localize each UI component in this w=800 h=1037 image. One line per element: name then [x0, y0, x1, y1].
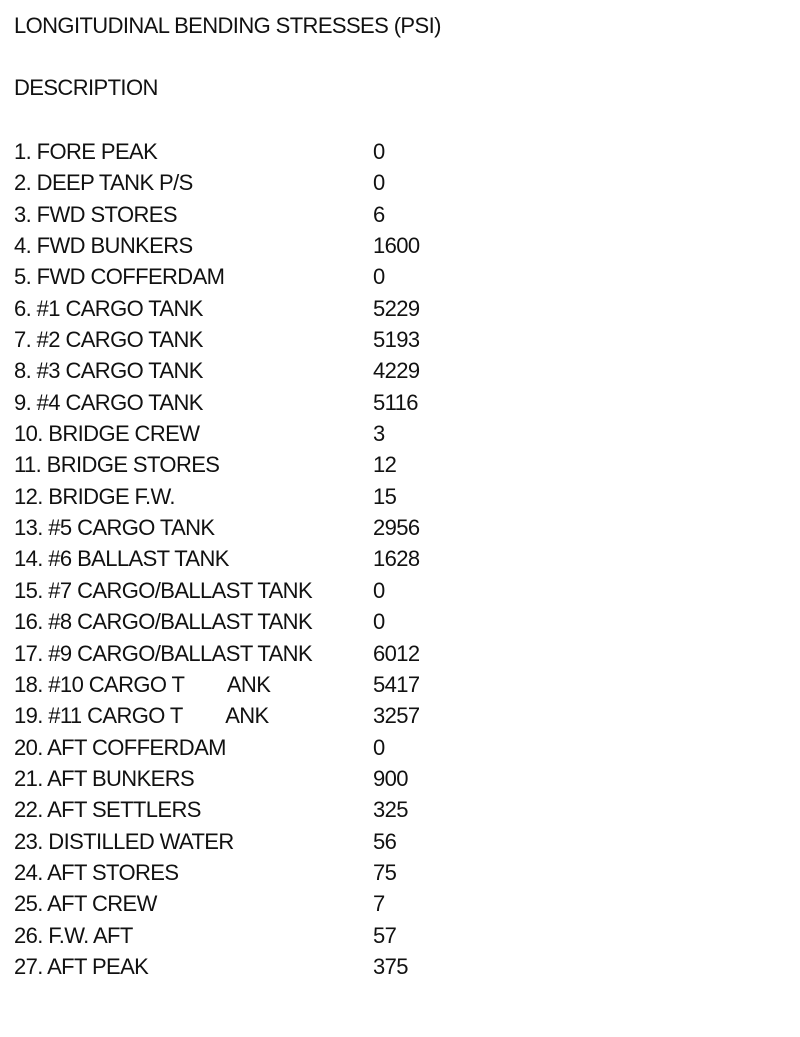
list-item: [14, 734, 774, 765]
item-value: 1600: [373, 233, 420, 259]
item-label: 11. BRIDGE STORES: [14, 452, 220, 478]
list-item: [14, 263, 774, 294]
item-label: 12. BRIDGE F.W.: [14, 483, 175, 509]
item-value: 5193: [373, 327, 420, 353]
item-label: 24. AFT STORES: [14, 859, 179, 885]
item-value: 2956: [373, 515, 420, 541]
list-item: [14, 953, 774, 984]
item-value: 375: [373, 953, 408, 979]
document-title: LONGITUDINAL BENDING STRESSES (PSI): [14, 13, 441, 38]
item-value: 7: [373, 891, 385, 917]
item-label: 8. #3 CARGO TANK: [14, 358, 203, 384]
item-label: 5. FWD COFFERDAM: [14, 264, 225, 290]
item-label: 23. DISTILLED WATER: [14, 828, 234, 854]
list-item: [14, 326, 774, 357]
item-value: 5229: [373, 295, 420, 321]
item-value: 4229: [373, 358, 420, 384]
item-label: 15. #7 CARGO/BALLAST TANK: [14, 577, 313, 603]
item-label: 22. AFT SETTLERS: [14, 797, 201, 823]
item-label: 16. #8 CARGO/BALLAST TANK: [14, 609, 313, 635]
item-label: 13. #5 CARGO TANK: [14, 515, 215, 541]
item-value: 0: [373, 264, 385, 290]
list-item: [14, 389, 774, 420]
item-value: 12: [373, 452, 397, 478]
list-item: [14, 671, 774, 702]
list-item: [14, 451, 774, 482]
item-label: 1. FORE PEAK: [14, 139, 158, 164]
item-value: 5116: [373, 389, 418, 415]
item-label: 27. AFT PEAK: [14, 953, 149, 979]
item-value: 75: [373, 859, 397, 885]
item-label: 20. AFT COFFERDAM: [14, 734, 226, 760]
item-label: 7. #2 CARGO TANK: [14, 327, 203, 353]
item-value: 0: [373, 170, 385, 196]
item-label: 21. AFT BUNKERS: [14, 765, 195, 791]
list-item: [14, 608, 774, 639]
item-label: 3. FWD STORES: [14, 201, 177, 227]
item-value: 57: [373, 922, 397, 948]
item-label: 9. #4 CARGO TANK: [14, 389, 203, 415]
item-value: 1628: [373, 546, 420, 572]
list-item: [14, 295, 774, 326]
list-item: [14, 765, 774, 796]
item-value: 0: [373, 139, 385, 164]
list-item: [14, 922, 774, 953]
list-item: [14, 796, 774, 827]
item-label: 25. AFT CREW: [14, 891, 157, 917]
item-label: 6. #1 CARGO TANK: [14, 295, 203, 321]
item-value: 3: [373, 421, 385, 447]
list-item: [14, 483, 774, 514]
list-item: [14, 138, 774, 169]
item-label: 18. #10 CARGO T ANK: [14, 671, 271, 697]
list-item: [14, 890, 774, 921]
item-label: 19. #11 CARGO T ANK: [14, 703, 269, 729]
item-value: 5417: [373, 671, 420, 697]
item-value: 6: [373, 201, 385, 227]
item-value: 0: [373, 734, 385, 760]
list-item: [14, 420, 774, 451]
list-item: [14, 357, 774, 388]
item-value: 0: [373, 577, 385, 603]
list-item: [14, 201, 774, 232]
list-item: [14, 169, 774, 200]
item-label: 4. FWD BUNKERS: [14, 233, 193, 259]
item-value: 3257: [373, 703, 420, 729]
item-value: 325: [373, 797, 408, 823]
list-item: [14, 514, 774, 545]
item-value: 15: [373, 483, 397, 509]
item-value: 0: [373, 609, 385, 635]
list-item: [14, 640, 774, 671]
item-value: 900: [373, 765, 408, 791]
item-value: 6012: [373, 640, 420, 666]
item-label: 2. DEEP TANK P/S: [14, 170, 193, 196]
item-label: 14. #6 BALLAST TANK: [14, 546, 229, 572]
item-value: 56: [373, 828, 397, 854]
list-item: [14, 545, 774, 576]
list-item: [14, 859, 774, 890]
description-column-header: DESCRIPTION: [14, 75, 158, 100]
list-item: [14, 232, 774, 263]
list-item: [14, 702, 774, 733]
stress-list: [14, 138, 774, 984]
list-item: [14, 828, 774, 859]
item-label: 26. F.W. AFT: [14, 922, 133, 948]
item-label: 17. #9 CARGO/BALLAST TANK: [14, 640, 313, 666]
item-label: 10. BRIDGE CREW: [14, 421, 200, 447]
list-item: [14, 577, 774, 608]
